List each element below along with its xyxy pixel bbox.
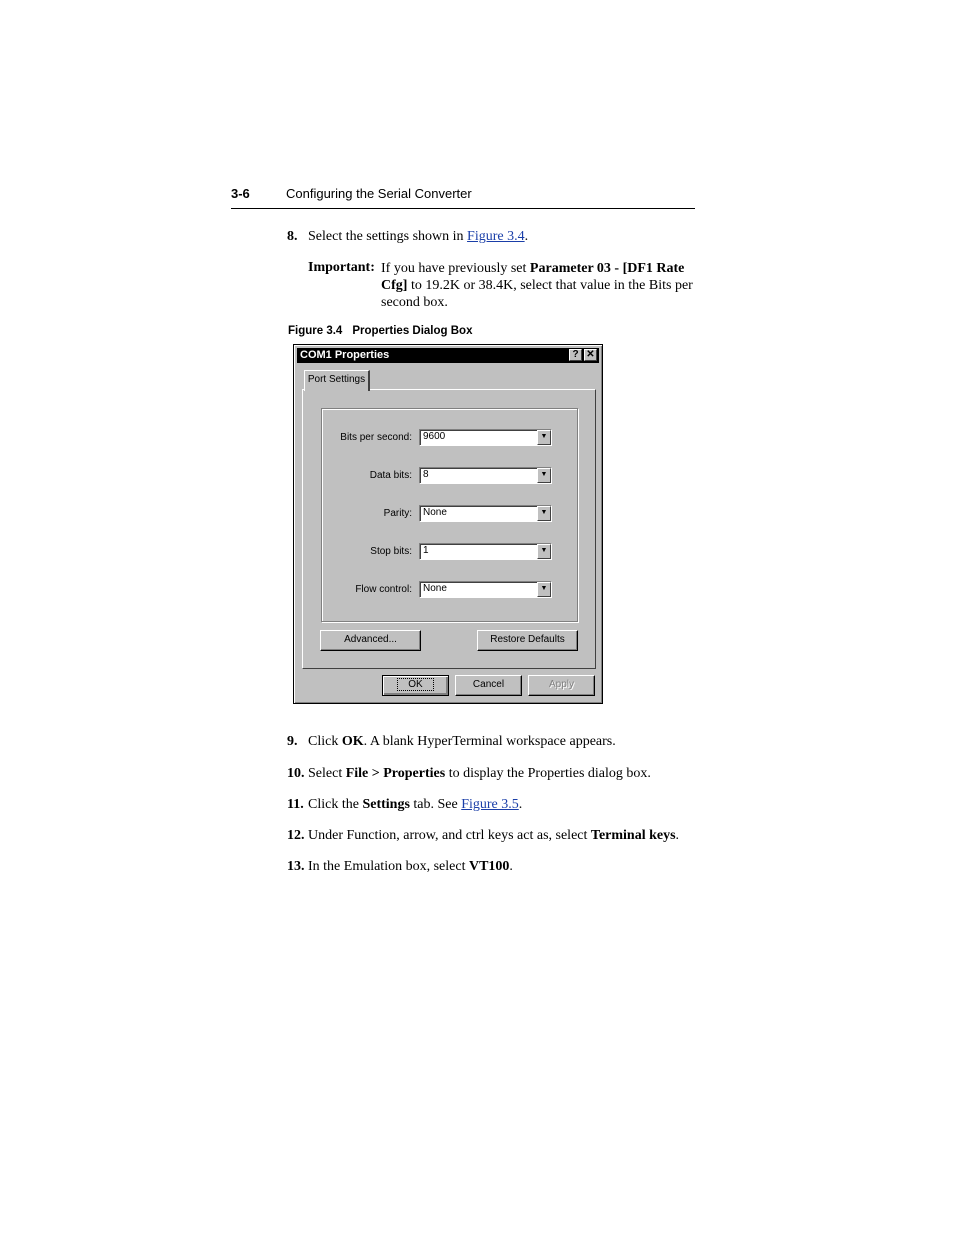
step-12 (287, 827, 679, 844)
stop-bits-value: 1 (423, 545, 429, 556)
ok-button[interactable] (382, 675, 449, 696)
parity-select[interactable] (419, 505, 552, 522)
flow-control-select[interactable] (419, 581, 552, 598)
step-9 (287, 733, 616, 750)
bits-per-second-value: 9600 (423, 431, 446, 442)
chevron-down-icon[interactable]: ▼ (537, 506, 551, 521)
data-bits-select[interactable] (419, 467, 552, 484)
important-parameter: Parameter 03 - [DF1 Rate Cfg] (381, 261, 685, 293)
data-bits-label: Data bits: (369, 470, 412, 481)
bits-per-second-select[interactable] (419, 429, 552, 446)
header-rule (231, 208, 695, 209)
step-text-end: . (524, 229, 529, 244)
flow-control-value: None (423, 583, 447, 594)
figure-number: Figure 3.4 (288, 325, 343, 337)
flow-control-label: Flow control: (355, 584, 412, 595)
step-number: 12. (287, 828, 305, 843)
step-11 (287, 796, 522, 813)
step-bold: File > Properties (345, 766, 446, 781)
step-text: . (509, 859, 513, 874)
running-header-title: Configuring the Serial Converter (286, 186, 472, 201)
step-number: 13. (287, 859, 305, 874)
parity-value: None (423, 507, 447, 518)
step-bold: VT100 (468, 859, 510, 874)
step-number: 8. (287, 229, 298, 244)
step-13 (287, 858, 513, 875)
important-text-2: to 19.2K or 38.4K, select that value in the Bits per second box. (381, 278, 693, 310)
step-text: Select the settings shown in (308, 229, 468, 244)
figure-link[interactable]: Figure 3.4 (467, 229, 525, 244)
page-number: 3-6 (231, 186, 250, 201)
ok-button-label: OK (398, 679, 432, 690)
advanced-button[interactable]: Advanced... (320, 630, 421, 651)
figure-title: Properties Dialog Box (352, 325, 473, 337)
step-10 (287, 765, 651, 782)
step-text: Select (308, 766, 346, 781)
bits-per-second-label: Bits per second: (340, 432, 412, 443)
step-text: In the Emulation box, select (308, 859, 469, 874)
figure-caption (288, 325, 472, 337)
step-bold: Settings (362, 797, 410, 812)
chevron-down-icon[interactable]: ▼ (537, 468, 551, 483)
parity-label: Parity: (383, 508, 412, 519)
cancel-button[interactable]: Cancel (455, 675, 522, 696)
step-text: Click the (308, 797, 363, 812)
step-number: 9. (287, 734, 298, 749)
properties-dialog (293, 344, 603, 704)
step-bold: Terminal keys (590, 828, 676, 843)
chevron-down-icon[interactable]: ▼ (537, 582, 551, 597)
important-text-1: If you have previously set (381, 261, 530, 276)
figure-link[interactable]: Figure 3.5 (461, 797, 519, 812)
tab-port-settings[interactable]: Port Settings (304, 370, 370, 391)
step-text: Under Function, arrow, and ctrl keys act as, select (308, 828, 591, 843)
important-text (381, 260, 697, 311)
step-text: . (675, 828, 680, 843)
stop-bits-select[interactable] (419, 543, 552, 560)
data-bits-value: 8 (423, 469, 429, 480)
dialog-titlebar (297, 348, 599, 363)
important-label: Important: (308, 260, 375, 275)
step-text: to display the Properties dialog box. (445, 766, 651, 781)
step-text-end: . (518, 797, 523, 812)
step-8 (287, 228, 528, 245)
close-icon[interactable]: ✕ (584, 349, 597, 361)
step-number: 10. (287, 766, 305, 781)
dialog-title: COM1 Properties (300, 349, 390, 361)
chevron-down-icon[interactable]: ▼ (537, 430, 551, 445)
step-text: Click (308, 734, 342, 749)
step-bold: OK (341, 734, 364, 749)
help-icon[interactable]: ? (569, 349, 582, 361)
step-text: tab. See (409, 797, 462, 812)
stop-bits-label: Stop bits: (370, 546, 412, 557)
apply-button[interactable]: Apply (528, 675, 595, 696)
restore-defaults-button[interactable]: Restore Defaults (477, 630, 578, 651)
chevron-down-icon[interactable]: ▼ (537, 544, 551, 559)
step-text: . A blank HyperTerminal workspace appears. (363, 734, 616, 749)
step-number: 11. (287, 797, 304, 812)
